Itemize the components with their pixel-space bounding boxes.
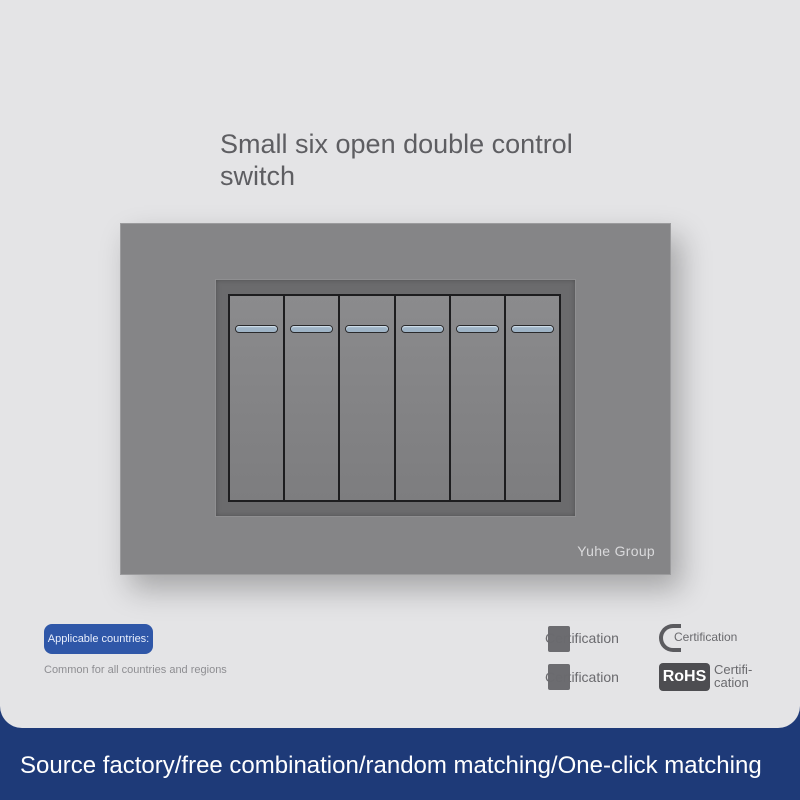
- indicator-light: [236, 326, 277, 332]
- rocker-switch-2[interactable]: [285, 296, 338, 500]
- countries-note: Common for all countries and regions: [44, 664, 227, 676]
- brand-label: Yuhe Group: [577, 543, 655, 559]
- switch-frame: [215, 279, 576, 517]
- applicable-countries-badge: Applicable countries:: [44, 624, 153, 654]
- rocker-group: [228, 294, 561, 502]
- certification-label-2: Certification: [545, 669, 619, 685]
- indicator-light: [457, 326, 498, 332]
- rocker-switch-3[interactable]: [340, 296, 393, 500]
- rocker-switch-1[interactable]: [230, 296, 283, 500]
- indicator-light: [512, 326, 553, 332]
- rocker-switch-5[interactable]: [451, 296, 504, 500]
- rohs-logo: RoHS: [659, 663, 710, 691]
- ce-certification-label: Certification: [674, 630, 738, 644]
- indicator-light: [291, 326, 332, 332]
- certification-label-1: Certification: [545, 630, 619, 646]
- indicator-light: [402, 326, 443, 332]
- rohs-certification-label: [714, 663, 752, 689]
- indicator-light: [346, 326, 387, 332]
- switch-plate: [120, 223, 671, 575]
- rohs-label-line1: Certifi-: [714, 662, 753, 677]
- footer-tagline: Source factory/free combination/random matching/One-click matching: [20, 752, 762, 779]
- rocker-switch-6[interactable]: [506, 296, 559, 500]
- rocker-switch-4[interactable]: [396, 296, 449, 500]
- rohs-label-line2: cation: [714, 675, 749, 690]
- product-title: Small six open double control switch: [220, 129, 573, 191]
